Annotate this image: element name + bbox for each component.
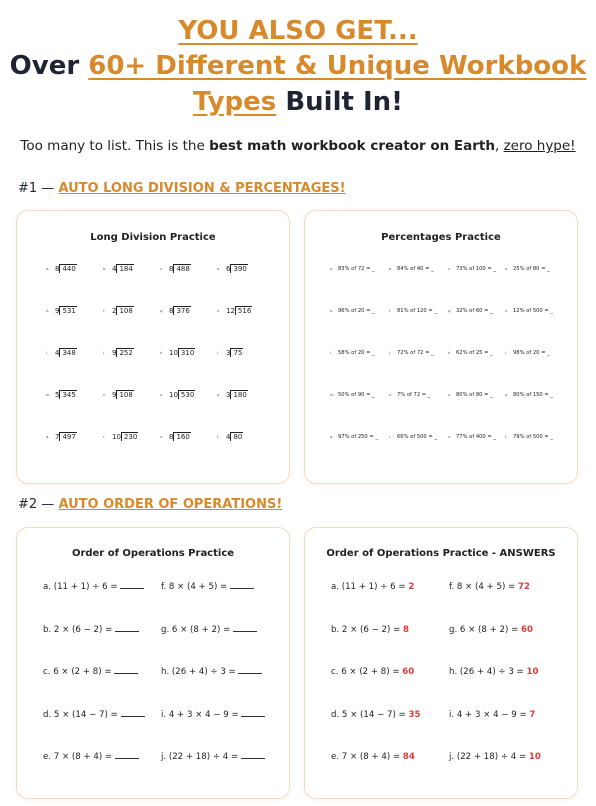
problem-text: 96% of 20 = _ xyxy=(338,308,375,314)
problem-label: j. xyxy=(103,351,106,355)
percentage-problem xyxy=(505,308,553,314)
divisor: 9 xyxy=(55,307,60,315)
order-of-operations-answer xyxy=(449,625,533,635)
dividend: 184 xyxy=(116,264,133,273)
problem-label: c. xyxy=(448,267,452,271)
problem-text: 98% of 20 = _ xyxy=(513,350,550,356)
problem-label: f. xyxy=(103,309,106,313)
order-of-operations-problem xyxy=(43,667,138,677)
divisor: 4 xyxy=(226,433,231,441)
hero-highlight-types[interactable]: Types xyxy=(192,87,277,117)
hero-line-3-suffix: Built In! xyxy=(285,87,404,117)
problem-text: g. 6 × (8 + 2) = xyxy=(449,625,519,635)
percentage-problem xyxy=(505,266,550,272)
divisor: 10 xyxy=(112,433,121,441)
subtitle xyxy=(0,138,596,154)
percentage-problem xyxy=(389,350,434,356)
dividend: 376 xyxy=(173,306,190,315)
problem-label: p. xyxy=(505,393,509,397)
problem-label: l. xyxy=(217,351,220,355)
problem-text: d. 5 × (14 − 7) = xyxy=(331,710,406,720)
divisor: 8 xyxy=(169,433,174,441)
percentage-problem xyxy=(448,266,496,272)
answer-value: 8 xyxy=(403,625,410,635)
worksheet-title: Percentages Practice xyxy=(381,232,501,243)
problem-label: m. xyxy=(46,393,51,397)
problem-label: d. xyxy=(505,267,509,271)
problem-text: c. 6 × (2 + 8) = xyxy=(43,667,112,677)
problem-label: q. xyxy=(330,435,334,439)
order-of-operations-answer xyxy=(331,752,415,762)
problem-text: e. 7 × (8 + 4) = xyxy=(43,752,113,762)
divisor: 8 xyxy=(55,265,60,273)
division-problem xyxy=(217,306,252,315)
divisor: 2 xyxy=(112,307,117,315)
problem-text: 72% of 72 = _ xyxy=(397,350,434,356)
percentages-worksheet xyxy=(304,210,578,484)
percentage-problem xyxy=(505,392,553,398)
divisor: 8 xyxy=(169,307,174,315)
dividend: 310 xyxy=(178,348,195,357)
problem-text: 80% of 80 = _ xyxy=(456,392,493,398)
divisor: 8 xyxy=(169,265,174,273)
order-of-operations-problem xyxy=(43,710,145,720)
problem-label: s. xyxy=(448,435,451,439)
answer-blank xyxy=(114,667,138,674)
problem-label: q. xyxy=(46,435,50,439)
problem-text: d. 5 × (14 − 7) = xyxy=(43,710,118,720)
problem-text: e. 7 × (8 + 4) = xyxy=(331,752,401,762)
dividend: 348 xyxy=(59,348,76,357)
division-problem xyxy=(46,390,77,399)
percentage-problem xyxy=(330,266,375,272)
problem-label: m. xyxy=(330,393,335,397)
dividend: 516 xyxy=(235,306,252,315)
problem-text: h. (26 + 4) ÷ 3 = xyxy=(161,667,236,677)
problem-label: e. xyxy=(330,309,334,313)
problem-text: f. 8 × (4 + 5) = xyxy=(449,582,516,592)
problem-text: 81% of 120 = _ xyxy=(397,308,437,314)
order-of-operations-problem xyxy=(161,625,257,635)
answer-blank xyxy=(238,667,262,674)
long-division-worksheet xyxy=(16,210,290,484)
dividend: 488 xyxy=(173,264,190,273)
division-problem xyxy=(217,432,243,441)
order-of-operations-answer xyxy=(449,582,530,592)
division-problem xyxy=(46,432,77,441)
answer-blank xyxy=(120,582,144,589)
hero-line-2-prefix: Over xyxy=(9,51,80,81)
division-problem xyxy=(103,432,138,441)
division-problem xyxy=(103,348,134,357)
problem-label: r. xyxy=(389,435,392,439)
problem-text: h. (26 + 4) ÷ 3 = xyxy=(449,667,524,677)
problem-label: i. xyxy=(46,351,49,355)
problem-label: b. xyxy=(389,267,393,271)
dividend: 390 xyxy=(230,264,247,273)
worksheet-title: Order of Operations Practice - ANSWERS xyxy=(326,548,556,559)
problem-label: a. xyxy=(330,267,334,271)
hero-line-2 xyxy=(0,48,596,84)
answer-blank xyxy=(121,710,145,717)
order-of-operations-problem xyxy=(43,752,139,762)
problem-label: e. xyxy=(46,309,50,313)
problem-text: 50% of 90 = _ xyxy=(338,392,375,398)
section-2-number: #2 — xyxy=(18,497,55,512)
answer-value: 84 xyxy=(402,752,415,762)
problem-text: i. 4 + 3 × 4 − 9 = xyxy=(161,710,239,720)
divisor: 9 xyxy=(112,349,117,357)
problem-label: n. xyxy=(103,393,107,397)
problem-text: g. 6 × (8 + 2) = xyxy=(161,625,231,635)
divisor: 5 xyxy=(55,391,60,399)
division-problem xyxy=(46,306,77,315)
order-of-operations-answer xyxy=(449,752,541,762)
order-of-operations-problem xyxy=(161,752,265,762)
section-1-link[interactable]: AUTO LONG DIVISION & PERCENTAGES! xyxy=(58,181,346,196)
problem-text: 25% of 80 = _ xyxy=(513,266,550,272)
order-of-operations-problem xyxy=(43,582,144,592)
division-problem xyxy=(160,348,195,357)
problem-label: r. xyxy=(103,435,106,439)
dividend: 497 xyxy=(59,432,76,441)
problem-label: i. xyxy=(330,351,333,355)
division-problem xyxy=(160,390,195,399)
division-problem xyxy=(160,306,191,315)
percentage-problem xyxy=(505,350,550,356)
percentage-problem xyxy=(330,350,375,356)
dividend: 440 xyxy=(59,264,76,273)
problem-text: 73% of 100 = _ xyxy=(456,266,496,272)
problem-label: k. xyxy=(160,351,164,355)
order-of-operations-answer xyxy=(331,582,414,592)
problem-label: a. xyxy=(46,267,50,271)
order-of-operations-answer xyxy=(331,625,409,635)
section-2-link[interactable]: AUTO ORDER OF OPERATIONS! xyxy=(58,497,283,512)
percentage-problem xyxy=(330,392,375,398)
division-problem xyxy=(46,348,77,357)
division-problem xyxy=(103,306,134,315)
problem-text: b. 2 × (6 − 2) = xyxy=(43,625,113,635)
division-problem xyxy=(103,264,134,273)
dividend: 108 xyxy=(116,390,133,399)
problem-label: s. xyxy=(160,435,163,439)
problem-label: t. xyxy=(217,435,220,439)
dividend: 345 xyxy=(59,390,76,399)
answer-blank xyxy=(115,625,139,632)
answer-value: 7 xyxy=(529,710,536,720)
hero-line-3 xyxy=(0,84,596,120)
problem-text: j. (22 + 18) ÷ 4 = xyxy=(161,752,239,762)
subtitle-text: Too many to list. This is the xyxy=(20,138,205,154)
hero-highlight-link[interactable]: 60+ Different & Unique Workbook xyxy=(88,51,587,81)
divisor: 6 xyxy=(226,265,231,273)
answer-value: 35 xyxy=(408,710,421,720)
division-problem xyxy=(160,432,191,441)
order-of-operations-answer xyxy=(449,667,538,677)
problem-label: g. xyxy=(448,309,452,313)
problem-text: 12% of 500 = _ xyxy=(513,308,553,314)
divisor: 10 xyxy=(169,349,178,357)
dividend: 230 xyxy=(121,432,138,441)
answer-blank xyxy=(241,710,265,717)
answer-blank xyxy=(241,752,265,759)
answer-value: 60 xyxy=(402,667,415,677)
divisor: 12 xyxy=(226,307,235,315)
order-of-operations-worksheet xyxy=(16,527,290,799)
answer-blank xyxy=(233,625,257,632)
answer-value: 60 xyxy=(521,625,533,635)
problem-label: g. xyxy=(160,309,164,313)
division-problem xyxy=(217,390,248,399)
order-of-operations-problem xyxy=(161,667,262,677)
divisor: 3 xyxy=(226,391,231,399)
divisor: 10 xyxy=(169,391,178,399)
order-of-operations-answers-worksheet xyxy=(304,527,578,799)
problem-text: a. (11 + 1) ÷ 6 = xyxy=(43,582,118,592)
problem-text: 32% of 60 = _ xyxy=(456,308,493,314)
percentage-problem xyxy=(389,392,430,398)
problem-text: j. (22 + 18) ÷ 4 = xyxy=(449,752,527,762)
problem-label: d. xyxy=(217,267,221,271)
problem-text: b. 2 × (6 − 2) = xyxy=(331,625,401,635)
problem-text: f. 8 × (4 + 5) = xyxy=(161,582,228,592)
problem-label: c. xyxy=(160,267,164,271)
subtitle-zero-hype: zero hype! xyxy=(503,138,576,154)
problem-label: k. xyxy=(448,351,452,355)
subtitle-comma: , xyxy=(494,138,500,154)
problem-text: 79% of 500 = _ xyxy=(513,434,553,440)
percentage-problem xyxy=(389,308,437,314)
problem-label: j. xyxy=(389,351,392,355)
percentage-problem xyxy=(448,308,493,314)
problem-text: 58% of 20 = _ xyxy=(338,350,375,356)
problem-label: h. xyxy=(217,309,221,313)
percentage-problem xyxy=(448,434,496,440)
percentage-problem xyxy=(330,308,375,314)
percentage-problem xyxy=(389,434,437,440)
answer-blank xyxy=(230,582,254,589)
division-problem xyxy=(217,264,248,273)
divisor: 4 xyxy=(112,265,117,273)
divisor: 3 xyxy=(226,349,231,357)
problem-text: 97% of 250 = _ xyxy=(338,434,378,440)
order-of-operations-answer xyxy=(331,710,420,720)
percentage-problem xyxy=(330,434,378,440)
problem-label: o. xyxy=(160,393,164,397)
percentage-problem xyxy=(505,434,553,440)
problem-text: c. 6 × (2 + 8) = xyxy=(331,667,400,677)
dividend: 75 xyxy=(230,348,243,357)
problem-text: 7% of 72 = _ xyxy=(397,392,431,398)
order-of-operations-problem xyxy=(161,582,254,592)
divisor: 7 xyxy=(55,433,60,441)
order-of-operations-problem xyxy=(43,625,139,635)
problem-text: 80% of 150 = _ xyxy=(513,392,553,398)
dividend: 530 xyxy=(178,390,195,399)
problem-text: 77% of 400 = _ xyxy=(456,434,496,440)
worksheet-title: Order of Operations Practice xyxy=(71,548,235,559)
divisor: 4 xyxy=(55,349,60,357)
order-of-operations-problem xyxy=(161,710,265,720)
answer-value: 2 xyxy=(408,582,415,592)
problem-label: b. xyxy=(103,267,107,271)
problem-label: t. xyxy=(505,435,508,439)
division-problem xyxy=(103,390,134,399)
dividend: 252 xyxy=(116,348,133,357)
problem-label: o. xyxy=(448,393,452,397)
order-of-operations-answer xyxy=(449,710,535,720)
hero-heading xyxy=(0,14,596,120)
percentage-problem xyxy=(389,266,434,272)
section-1-heading xyxy=(18,181,346,196)
division-problem xyxy=(46,264,77,273)
dividend: 180 xyxy=(230,390,247,399)
divisor: 9 xyxy=(112,391,117,399)
problem-label: p. xyxy=(217,393,221,397)
division-problem xyxy=(217,348,243,357)
dividend: 160 xyxy=(173,432,190,441)
answer-value: 10 xyxy=(528,752,541,762)
answer-blank xyxy=(115,752,139,759)
problem-label: f. xyxy=(389,309,392,313)
section-2-heading xyxy=(18,497,282,512)
answer-value: 10 xyxy=(526,667,539,677)
subtitle-bold: best math workbook creator on Earth xyxy=(209,138,495,154)
percentage-problem xyxy=(448,392,493,398)
problem-text: 84% of 40 = _ xyxy=(397,266,434,272)
problem-label: l. xyxy=(505,351,508,355)
order-of-operations-answer xyxy=(331,667,414,677)
dividend: 531 xyxy=(59,306,76,315)
answer-value: 72 xyxy=(517,582,530,592)
problem-text: 66% of 500 = _ xyxy=(397,434,437,440)
dividend: 80 xyxy=(230,432,243,441)
worksheet-title: Long Division Practice xyxy=(90,232,216,243)
problem-text: 83% of 72 = _ xyxy=(338,266,375,272)
section-1-number: #1 — xyxy=(18,181,55,196)
problem-text: a. (11 + 1) ÷ 6 = xyxy=(331,582,406,592)
problem-text: 62% of 25 = _ xyxy=(456,350,493,356)
problem-text: i. 4 + 3 × 4 − 9 = xyxy=(449,710,527,720)
problem-label: h. xyxy=(505,309,509,313)
hero-line-1: YOU ALSO GET... xyxy=(178,16,418,46)
dividend: 108 xyxy=(116,306,133,315)
percentage-problem xyxy=(448,350,493,356)
division-problem xyxy=(160,264,191,273)
problem-label: n. xyxy=(389,393,393,397)
